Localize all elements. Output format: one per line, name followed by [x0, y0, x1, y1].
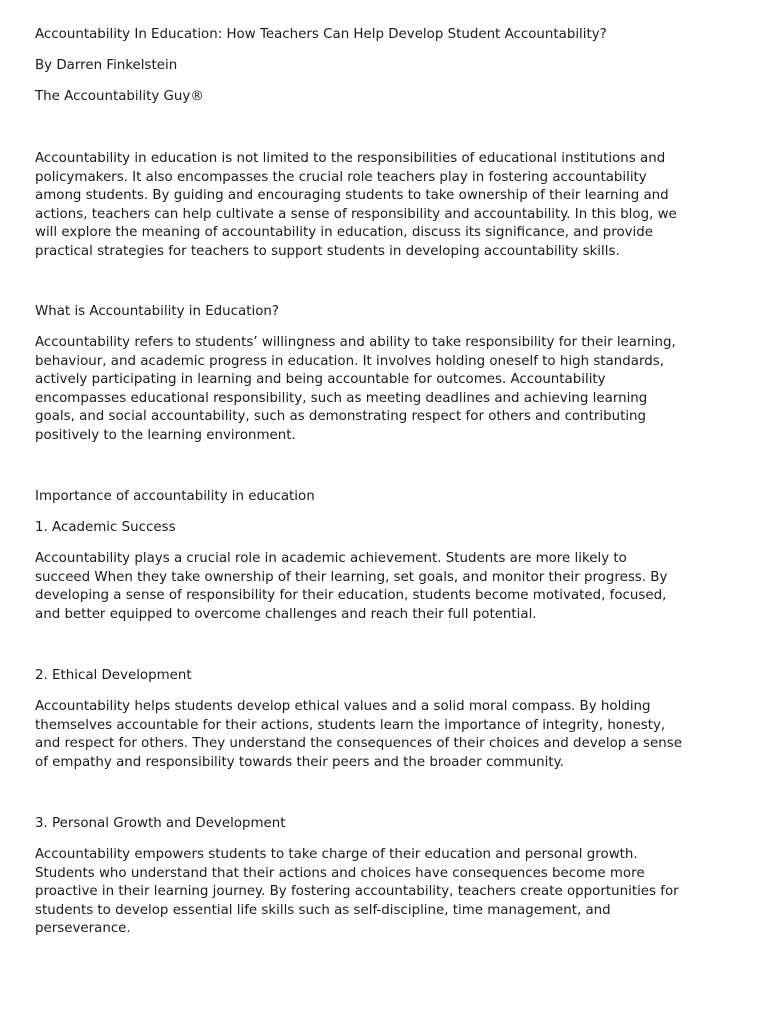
subheading-personal-growth: 3. Personal Growth and Development: [35, 816, 286, 831]
section-heading-importance: Importance of accountability in education: [35, 489, 315, 504]
ethical-development-paragraph: [35, 698, 735, 772]
what-paragraph: [35, 334, 735, 445]
paragraph-line: proactive in their learning journey. By fostering accountability, teachers create opportunities for: [35, 884, 679, 899]
intro-paragraph: [35, 150, 735, 261]
paragraph-line: themselves accountable for their actions, students learn the importance of integrity, honesty,: [35, 717, 666, 733]
paragraph-line: and respect for others. They understand the consequences of their choices and develop a sense: [35, 736, 682, 751]
personal-growth-paragraph: [35, 846, 735, 939]
section-heading-what: What is Accountability in Education?: [35, 304, 279, 319]
author-byline: By Darren Finkelstein: [35, 58, 178, 73]
subheading-ethical-development: 2. Ethical Development: [35, 668, 192, 683]
academic-success-paragraph: [35, 550, 735, 624]
paragraph-line: will explore the meaning of accountability in education, discuss its significance, and provide: [35, 225, 654, 240]
subheading-academic-success: 1. Academic Success: [35, 520, 176, 535]
paragraph-line: policymakers. It also encompasses the crucial role teachers play in fostering accountability: [35, 169, 647, 185]
document-title: Accountability In Education: How Teachers Can Help Develop Student Accountability?: [35, 27, 607, 42]
paragraph-line: actions, teachers can help cultivate a sense of responsibility and accountability. In this blog, we: [35, 206, 677, 222]
paragraph-line: positively to the learning environment.: [35, 427, 296, 443]
paragraph-line: and better equipped to overcome challenges and reach their full potential.: [35, 606, 537, 622]
paragraph-line: among students. By guiding and encouraging students to take ownership of their learning and: [35, 188, 669, 203]
paragraph-line: behaviour, and academic progress in education. It involves holding oneself to high standards,: [35, 353, 664, 369]
paragraph-line: practical strategies for teachers to support students in developing accountability skills.: [35, 243, 620, 259]
paragraph-line: Accountability plays a crucial role in academic achievement. Students are more likely to: [35, 551, 627, 566]
paragraph-line: Accountability helps students develop ethical values and a solid moral compass. By holding: [35, 699, 651, 714]
paragraph-line: developing a sense of responsibility for their education, students become motivated, focused,: [35, 588, 667, 603]
paragraph-line: Accountability in education is not limited to the responsibilities of educational institutions and: [35, 151, 666, 166]
paragraph-line: goals, and social accountability, such as demonstrating respect for others and contributing: [35, 409, 647, 424]
paragraph-line: perseverance.: [35, 921, 131, 936]
paragraph-line: succeed When they take ownership of their learning, set goals, and monitor their progress. By: [35, 569, 668, 585]
paragraph-line: encompasses educational responsibility, such as meeting deadlines and achieving learning: [35, 390, 648, 406]
paragraph-line: Students who understand that their actions and choices have consequences become more: [35, 865, 645, 881]
paragraph-line: actively participating in learning and being accountable for outcomes. Accountability: [35, 372, 606, 387]
paragraph-line: students to develop essential life skills such as self-discipline, time management, and: [35, 902, 611, 918]
paragraph-line: Accountability refers to students’ willingness and ability to take responsibility for their learning,: [35, 335, 676, 350]
paragraph-line: of empathy and responsibility towards their peers and the broader community.: [35, 754, 564, 770]
paragraph-line: Accountability empowers students to take charge of their education and personal growth.: [35, 847, 638, 862]
brand-line: The Accountability Guy®: [35, 89, 204, 104]
